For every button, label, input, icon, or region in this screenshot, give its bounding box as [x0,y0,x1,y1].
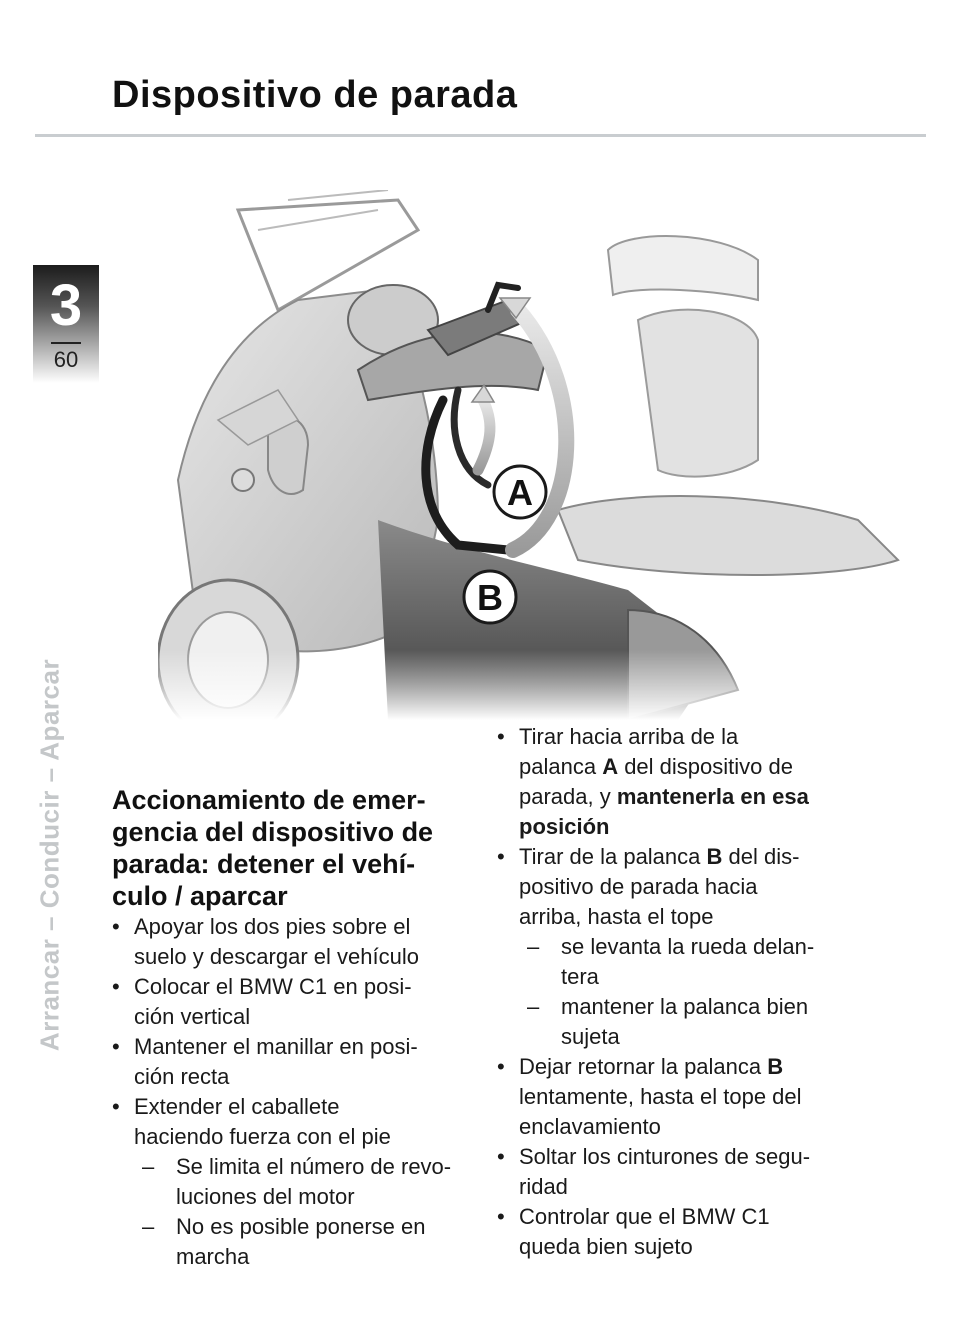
left-instruction-list [112,912,472,1272]
svg-text:A: A [507,472,533,513]
callout-b [464,571,516,623]
sub-list-item: – mantener la palanca bien sujeta [497,992,877,1052]
list-item: • Tirar hacia arriba de la palanca A del dispositivo de parada, y mantenerla en esa posición [497,722,877,842]
svg-text:B: B [477,577,503,618]
seat [558,496,898,575]
lever-b [426,400,508,550]
side-chapter-label: Arrancar – Conducir – Aparcar [34,658,65,1052]
arrow-lever-a [478,400,490,470]
scooter-illustration [158,190,928,720]
brand-emblem [232,469,254,491]
title-divider [35,134,926,137]
list-item: • Apoyar los dos pies sobre el suelo y descargar el vehículo [112,912,472,972]
sub-list-item: – No es posible ponerse en marcha [112,1212,472,1272]
chapter-number: 3 [49,273,83,338]
list-item: • Mantener el manillar en posi- ción recta [112,1032,472,1092]
list-item: • Tirar de la palanca B del dis- positivo de parada hacia arriba, hasta el tope [497,842,877,932]
callout-a [494,466,546,518]
list-item: • Soltar los cinturones de segu- ridad [497,1142,877,1202]
right-column [497,722,877,1262]
sub-list-item: – Se limita el número de revo- luciones del motor [112,1152,472,1212]
list-item: • Controlar que el BMW C1 queda bien sujeto [497,1202,877,1262]
page-number: 60 [53,347,79,372]
list-item: • Colocar el BMW C1 en posi- ción vertical [112,972,472,1032]
list-item: • Dejar retornar la palanca B lentamente, hasta el tope del enclavamiento [497,1052,877,1142]
sub-list-item: – se levanta la rueda delan- tera [497,932,877,992]
right-instruction-list [497,722,877,1262]
chapter-divider [51,342,81,344]
page-title: Dispositivo de parada [112,74,518,116]
left-column [112,784,472,1272]
backrest [638,310,758,477]
list-item: • Extender el caballete haciendo fuerza con el pie [112,1092,472,1152]
section-heading: Accionamiento de emer- gencia del dispositivo de parada: detener el vehí- culo / aparcar [112,785,434,911]
chapter-tab [33,265,99,383]
safety-bar [608,236,758,300]
